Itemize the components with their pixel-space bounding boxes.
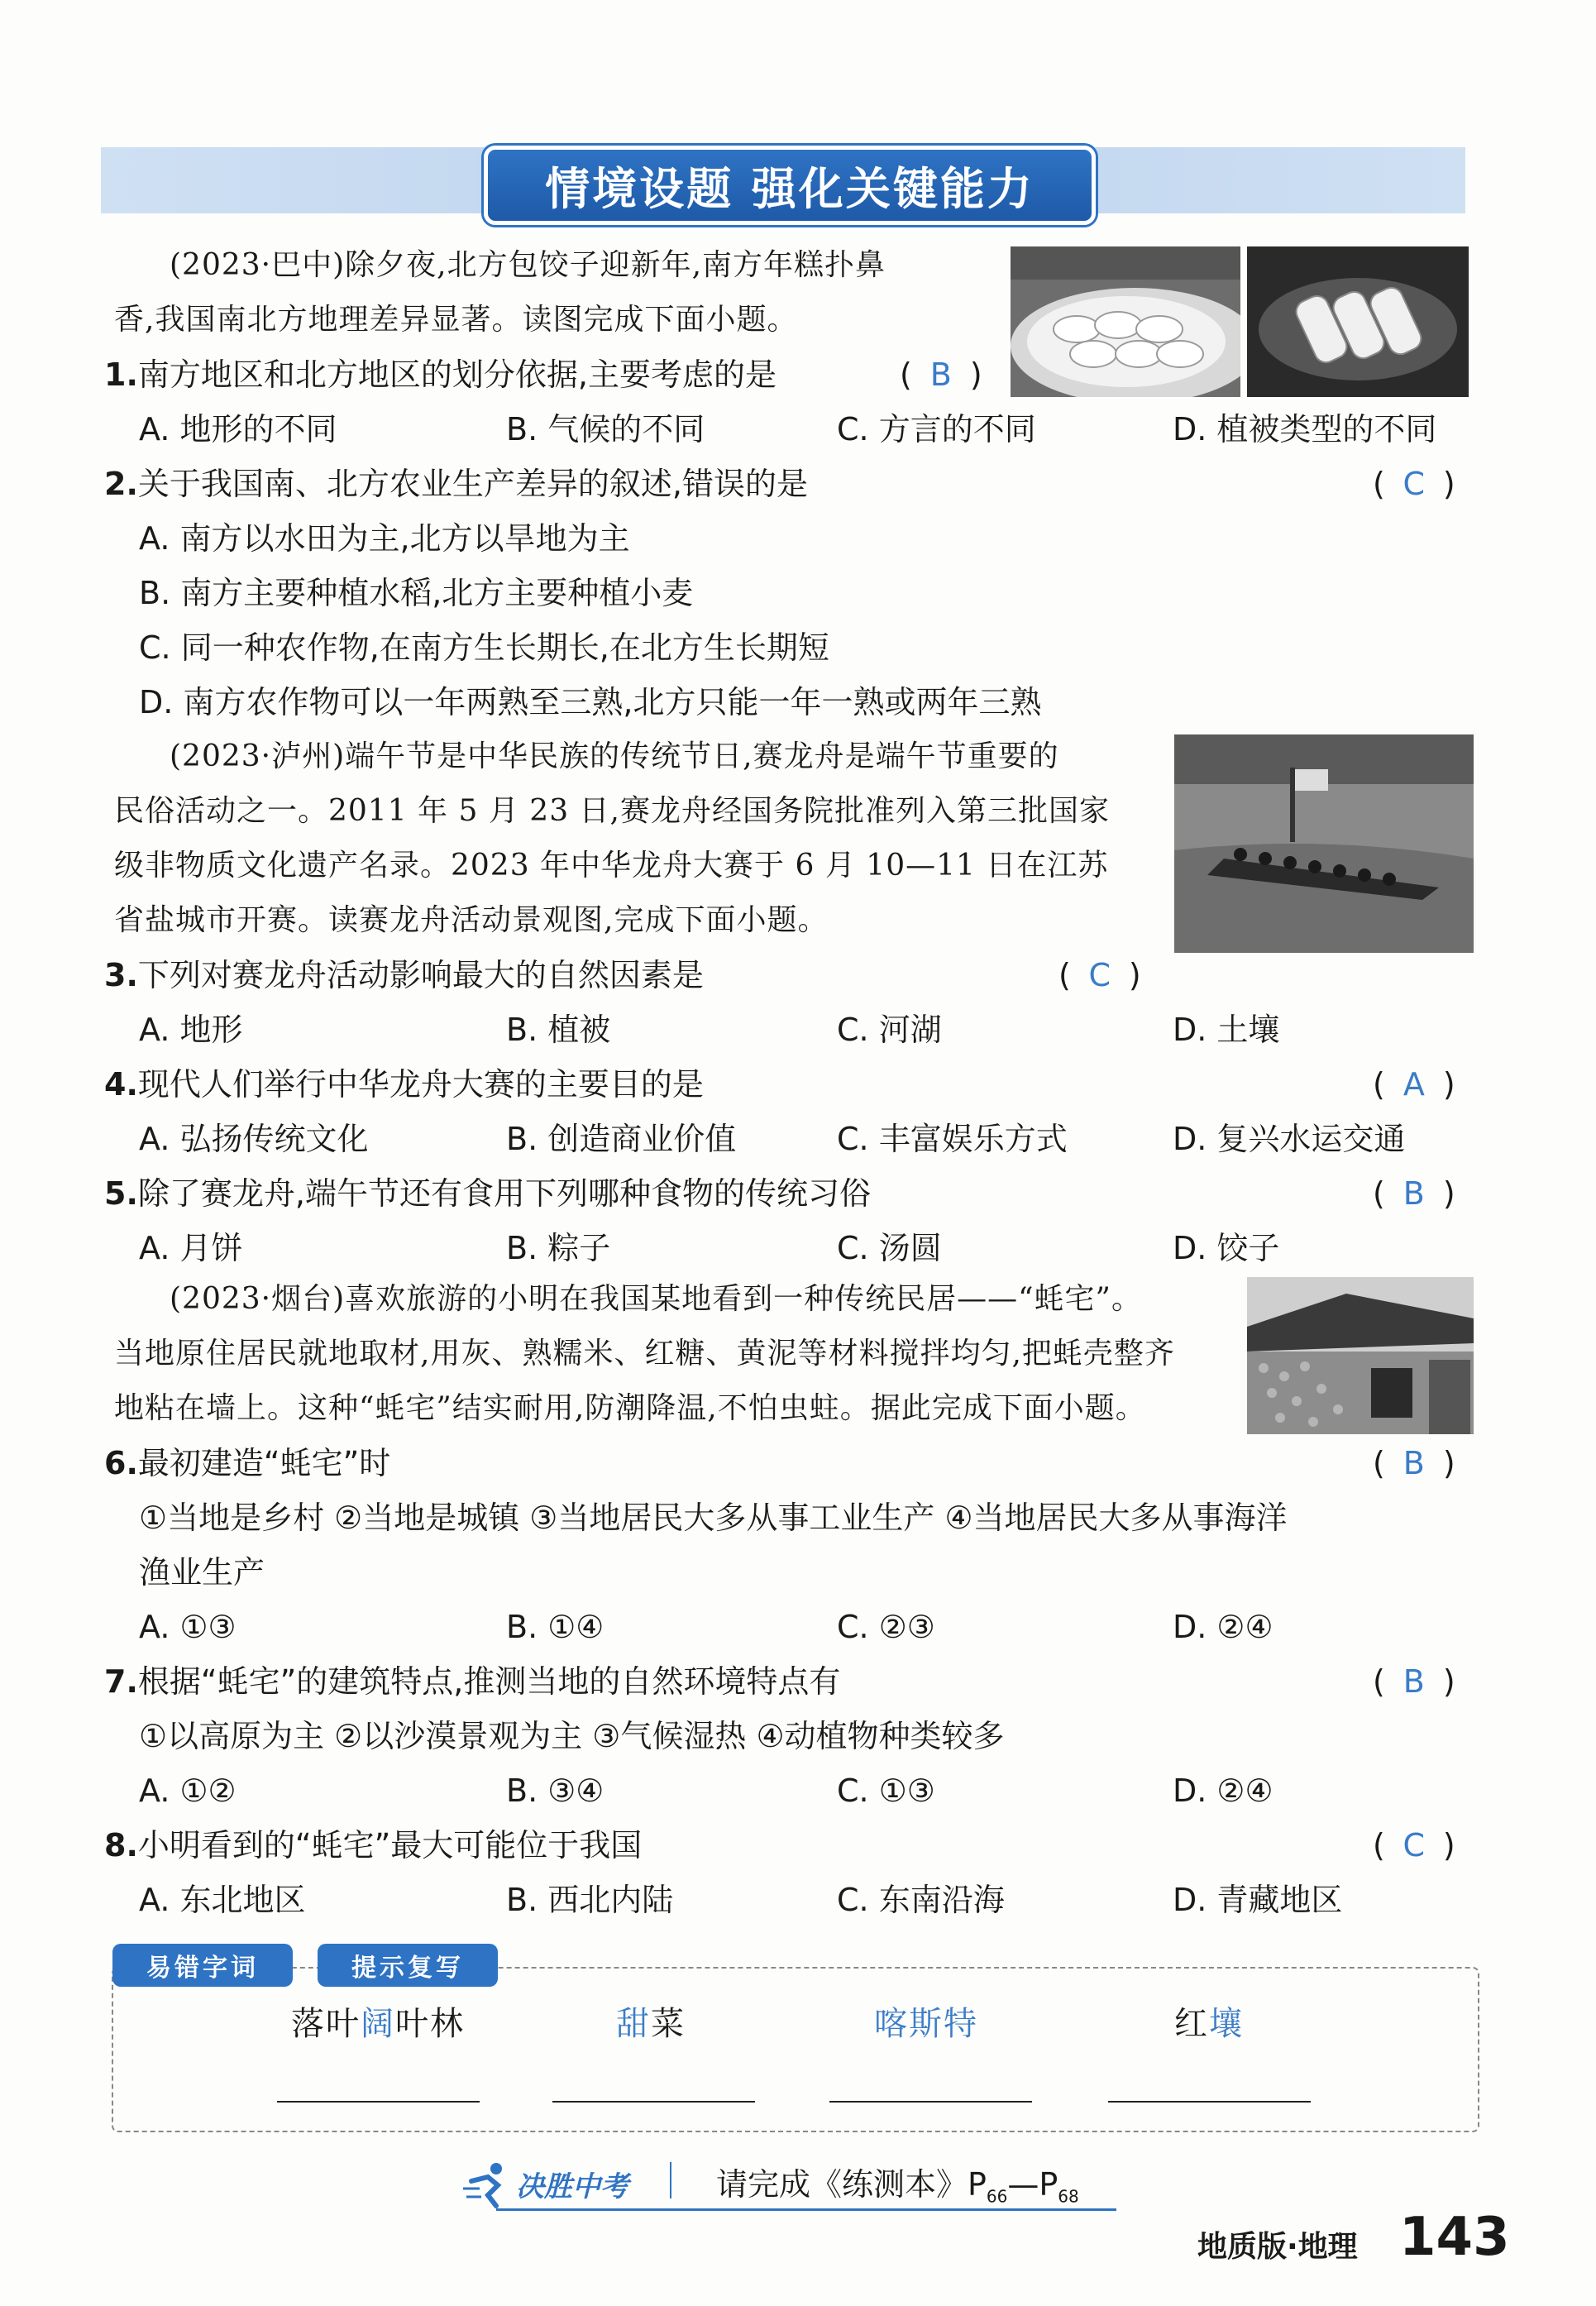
q6-option-d: D. ②④ bbox=[1173, 1609, 1273, 1645]
q5-option-b: B. 粽子 bbox=[506, 1230, 611, 1266]
answer-8: ( C ) bbox=[1373, 1827, 1455, 1863]
answer-7: ( B ) bbox=[1373, 1663, 1455, 1700]
passage2-line2: 民俗活动之一。2011 年 5 月 23 日,赛龙舟经国务院批准列入第三批国家 bbox=[114, 794, 1110, 828]
q4-option-a: A. 弘扬传统文化 bbox=[139, 1121, 369, 1157]
niangao-photo bbox=[1247, 246, 1469, 397]
q8-option-c: C. 东南沿海 bbox=[837, 1882, 1005, 1918]
q7-statements: ①以高原为主 ②以沙漠景观为主 ③气候湿热 ④动植物种类较多 bbox=[139, 1718, 1005, 1754]
q8-option-a: A. 东北地区 bbox=[139, 1882, 306, 1918]
question-6: 6.最初建造“蚝宅”时 bbox=[104, 1445, 391, 1481]
passage2-line4: 省盐城市开赛。读赛龙舟活动景观图,完成下面小题。 bbox=[114, 903, 829, 937]
q4-option-c: C. 丰富娱乐方式 bbox=[837, 1121, 1068, 1157]
write-line-1[interactable] bbox=[277, 2101, 480, 2103]
write-line-3[interactable] bbox=[829, 2101, 1032, 2103]
answer-5: ( B ) bbox=[1373, 1175, 1455, 1212]
dumplings-photo bbox=[1011, 246, 1240, 397]
footer-underline bbox=[496, 2208, 1116, 2211]
answer-6: ( B ) bbox=[1373, 1445, 1455, 1481]
q5-option-a: A. 月饼 bbox=[139, 1230, 243, 1266]
question-8: 8.小明看到的“蚝宅”最大可能位于我国 bbox=[104, 1827, 643, 1863]
q6-option-c: C. ②③ bbox=[837, 1609, 935, 1645]
q8-option-d: D. 青藏地区 bbox=[1173, 1882, 1343, 1918]
q2-option-d: D. 南方农作物可以一年两熟至三熟,北方只能一年一熟或两年三熟 bbox=[139, 684, 1042, 720]
q7-option-a: A. ①② bbox=[139, 1773, 237, 1809]
passage3-line1: (2023·烟台)喜欢旅游的小明在我国某地看到一种传统民居——“蚝宅”。 bbox=[170, 1282, 1142, 1316]
q6-option-a: A. ①③ bbox=[139, 1609, 237, 1645]
footer-logo: 决胜中考 bbox=[516, 2170, 628, 2203]
q6-statements-line2: 渔业生产 bbox=[139, 1554, 265, 1591]
passage2-line1: (2023·泸州)端午节是中华民族的传统节日,赛龙舟是端午节重要的 bbox=[170, 739, 1059, 773]
q8-option-b: B. 西北内陆 bbox=[506, 1882, 674, 1918]
question-3: 3.下列对赛龙舟活动影响最大的自然因素是 bbox=[104, 957, 704, 993]
page-number: 143 bbox=[1399, 2207, 1510, 2268]
tip-word-2: 甜菜 bbox=[616, 2005, 686, 2043]
q6-statements-line1: ①当地是乡村 ②当地是城镇 ③当地居民大多从事工业生产 ④当地居民大多从事海洋 bbox=[139, 1500, 1288, 1536]
q4-option-b: B. 创造商业价值 bbox=[506, 1121, 737, 1157]
q7-option-d: D. ②④ bbox=[1173, 1773, 1273, 1809]
q1-option-b: B. 气候的不同 bbox=[506, 411, 705, 447]
q7-option-c: C. ①③ bbox=[837, 1773, 935, 1809]
q2-option-c: C. 同一种农作物,在南方生长期长,在北方生长期短 bbox=[139, 629, 829, 666]
q3-option-b: B. 植被 bbox=[506, 1012, 611, 1048]
passage3-line2: 当地原住居民就地取材,用灰、熟糯米、红糖、黄泥等材料搅拌均匀,把蚝壳整齐 bbox=[114, 1337, 1175, 1371]
q4-option-d: D. 复兴水运交通 bbox=[1173, 1121, 1406, 1157]
q1-option-c: C. 方言的不同 bbox=[837, 411, 1036, 447]
tag-hint-copy: 提示复写 bbox=[318, 1944, 498, 1987]
tip-word-1: 落叶阔叶林 bbox=[291, 2005, 465, 2043]
q5-option-d: D. 饺子 bbox=[1173, 1230, 1280, 1266]
oyster-house-photo bbox=[1247, 1277, 1474, 1434]
write-line-4[interactable] bbox=[1108, 2101, 1311, 2103]
write-line-2[interactable] bbox=[552, 2101, 755, 2103]
runner-icon bbox=[463, 2160, 496, 2210]
q1-option-a: A. 地形的不同 bbox=[139, 411, 337, 447]
passage2-line3: 级非物质文化遗产名录。2023 年中华龙舟大赛于 6 月 10—11 日在江苏 bbox=[114, 849, 1109, 883]
q3-option-d: D. 土壤 bbox=[1173, 1012, 1280, 1048]
answer-2: ( C ) bbox=[1373, 466, 1455, 502]
question-1: 1.南方地区和北方地区的划分依据,主要考虑的是 bbox=[104, 356, 776, 393]
section-title: 情境设题 强化关键能力 bbox=[484, 146, 1096, 225]
q1-option-d: D. 植被类型的不同 bbox=[1173, 411, 1437, 447]
passage1-line2: 香,我国南北方地理差异显著。读图完成下面小题。 bbox=[114, 303, 798, 337]
passage3-line3: 地粘在墙上。这种“蚝宅”结实耐用,防潮降温,不怕虫蛀。据此完成下面小题。 bbox=[114, 1391, 1146, 1425]
question-5: 5.除了赛龙舟,端午节还有食用下列哪种食物的传统习俗 bbox=[104, 1175, 871, 1212]
question-4: 4.现代人们举行中华龙舟大赛的主要目的是 bbox=[104, 1066, 704, 1103]
tips-box bbox=[112, 1967, 1479, 2132]
tag-error-prone-words: 易错字词 bbox=[112, 1944, 293, 1987]
footer-instruction: 请完成《练测本》$P_{66}—P_{68}$ bbox=[716, 2166, 1079, 2207]
question-2: 2.关于我国南、北方农业生产差异的叙述,错误的是 bbox=[104, 466, 808, 502]
answer-4: ( A ) bbox=[1373, 1066, 1455, 1103]
q3-option-a: A. 地形 bbox=[139, 1012, 243, 1048]
edition-label: 地质版·地理 bbox=[1197, 2230, 1358, 2264]
q2-option-a: A. 南方以水田为主,北方以旱地为主 bbox=[139, 520, 630, 557]
answer-1: ( B ) bbox=[900, 356, 982, 393]
q7-option-b: B. ③④ bbox=[506, 1773, 604, 1809]
q3-option-c: C. 河湖 bbox=[837, 1012, 942, 1048]
tip-word-4: 红壤 bbox=[1174, 2005, 1244, 2043]
q6-option-b: B. ①④ bbox=[506, 1609, 604, 1645]
tip-word-3: 喀斯特 bbox=[874, 2005, 978, 2043]
dragon-boat-photo bbox=[1174, 734, 1474, 953]
answer-3: ( C ) bbox=[1058, 957, 1141, 993]
q5-option-c: C. 汤圆 bbox=[837, 1230, 942, 1266]
footer-divider bbox=[670, 2162, 671, 2198]
question-7: 7.根据“蚝宅”的建筑特点,推测当地的自然环境特点有 bbox=[104, 1663, 841, 1700]
passage1-line1: (2023·巴中)除夕夜,北方包饺子迎新年,南方年糕扑鼻 bbox=[170, 248, 886, 282]
q2-option-b: B. 南方主要种植水稻,北方主要种植小麦 bbox=[139, 575, 694, 611]
